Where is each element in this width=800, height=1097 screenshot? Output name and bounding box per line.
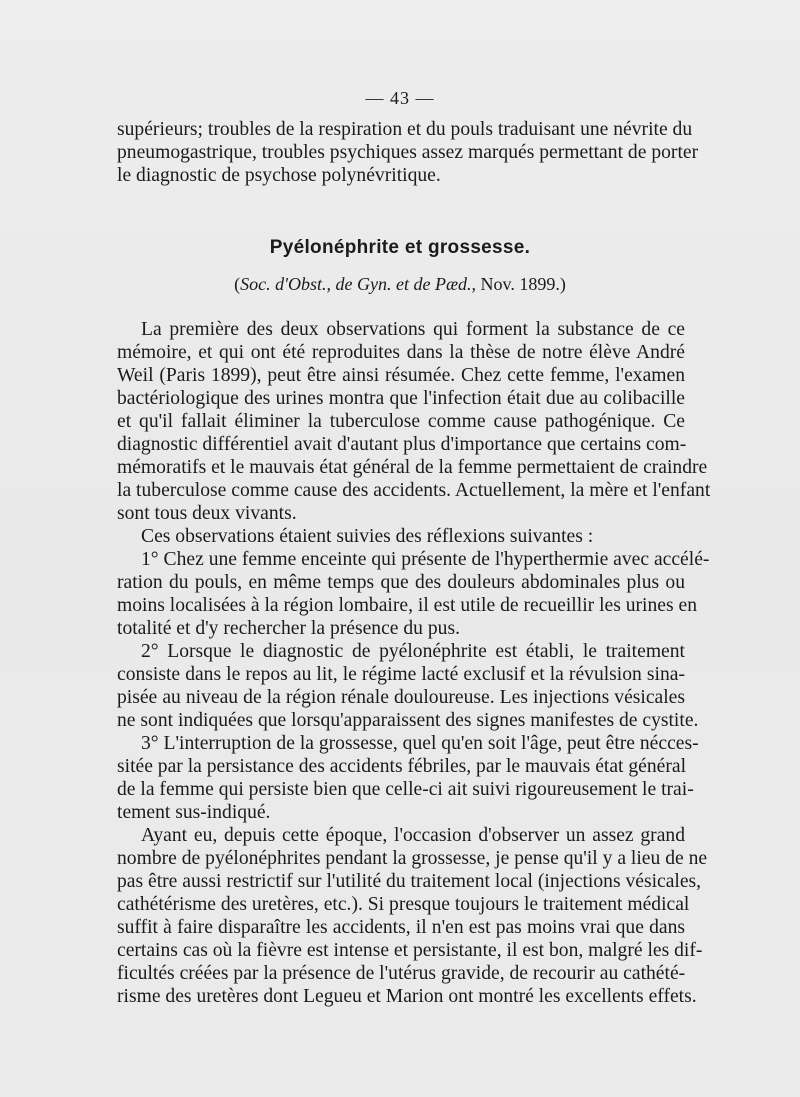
text-line: 1° Chez une femme enceinte qui présente de l'hyperthermie avec accélé- [141, 549, 710, 570]
text-line: mémoratifs et le mauvais état général de la femme permettaient de craindre [117, 457, 708, 478]
text-line: totalité et d'y rechercher la présence du pus. [117, 618, 460, 639]
text-line: La première des deux observations qui forment la substance de ce [141, 319, 685, 340]
text-line: suffit à faire disparaître les accidents, il n'en est pas moins vrai que dans [117, 917, 685, 938]
body-text [117, 318, 711, 1008]
citation [0, 274, 800, 295]
text-line: pisée au niveau de la région rénale douloureuse. Les injections vésicales [117, 687, 685, 708]
text-line: diagnostic différentiel avait d'autant plus d'importance que certains com- [117, 434, 687, 455]
citation-open: ( [234, 274, 241, 294]
text-line: la tuberculose comme cause des accidents. Actuellement, la mère et l'enfant [117, 480, 711, 501]
text-line: consiste dans le repos au lit, le régime lacté exclusif et la révulsion sina- [117, 664, 685, 685]
section-title: Pyélonéphrite et grossesse. [269, 237, 531, 258]
text-line: ration du pouls, en même temps que des douleurs abdominales plus ou [117, 572, 685, 593]
text-line: et qu'il fallait éliminer la tuberculose comme cause pathogénique. Ce [117, 411, 685, 432]
text-line: Weil (Paris 1899), peut être ainsi résumée. Chez cette femme, l'examen [117, 365, 685, 386]
text-line: ficultés créées par la présence de l'utérus gravide, de recourir au cathété- [117, 963, 686, 984]
text-line: certains cas où la fièvre est intense et persistante, il est bon, malgré les dif- [117, 940, 703, 961]
text-line: le diagnostic de psychose polynévritique. [117, 165, 441, 186]
intro-paragraph [117, 118, 699, 187]
page-number: — 43 — [365, 88, 435, 108]
citation-date: Nov. 1899.) [475, 274, 566, 294]
text-line: 3° L'interruption de la grossesse, quel qu'en soit l'âge, peut être nécces- [141, 733, 699, 754]
text-line: sont tous deux vivants. [117, 503, 297, 524]
text-line: moins localisées à la région lombaire, il est utile de recueillir les urines en [117, 595, 698, 616]
text-line: sitée par la persistance des accidents fébriles, par le mauvais état général [117, 756, 687, 777]
text-line: ne sont indiquées que lorsqu'apparaissent des signes manifestes de cystite. [117, 710, 699, 731]
text-line: de la femme qui persiste bien que celle-ci ait suivi rigoureusement le trai- [117, 779, 694, 800]
text-line: pas être aussi restrictif sur l'utilité du traitement local (injections vésicales, [117, 871, 702, 892]
text-line: Ayant eu, depuis cette époque, l'occasion d'observer un assez grand [141, 825, 685, 846]
text-line: mémoire, et qui ont été reproduites dans la thèse de notre élève André [117, 342, 685, 363]
text-line: risme des uretères dont Legueu et Marion ont montré les excellents effets. [117, 986, 697, 1007]
text-line: 2° Lorsque le diagnostic de pyélonéphrite est établi, le traitement [141, 641, 685, 662]
text-line: nombre de pyélonéphrites pendant la grossesse, je pense qu'il y a lieu de ne [117, 848, 708, 869]
citation-journal: Soc. d'Obst., de Gyn. et de Pæd., [240, 274, 476, 294]
text-line: tement sus-indiqué. [117, 802, 271, 823]
text-line: Ces observations étaient suivies des réflexions suivantes : [141, 526, 594, 547]
text-line: pneumogastrique, troubles psychiques assez marqués permettant de porter [117, 142, 699, 163]
text-line: bactériologique des urines montra que l'infection était due au colibacille [117, 388, 685, 409]
text-line: supérieurs; troubles de la respiration et du pouls traduisant une névrite du [117, 119, 693, 140]
text-line: cathétérisme des uretères, etc.). Si presque toujours le traitement médical [117, 894, 690, 915]
